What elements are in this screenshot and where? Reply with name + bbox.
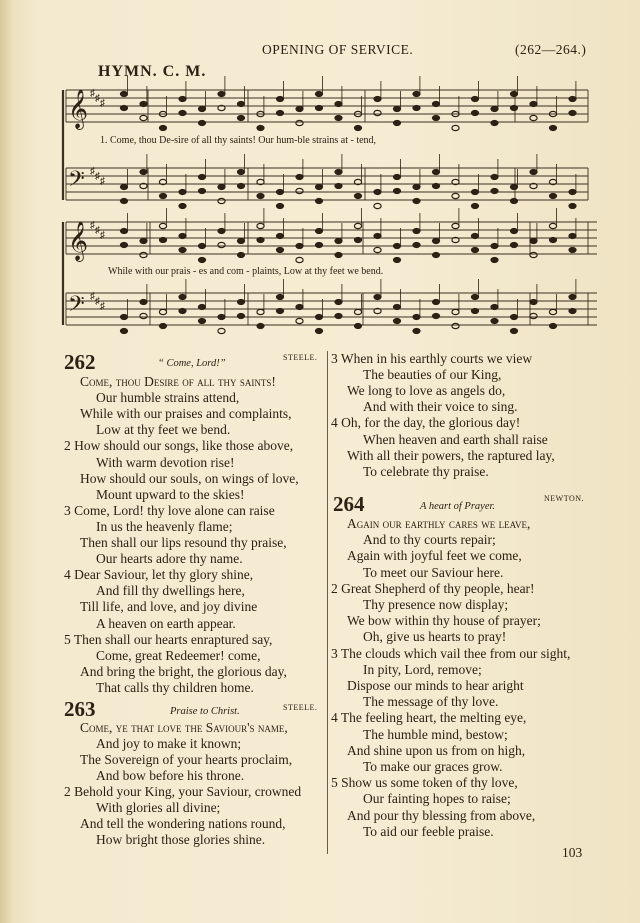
verse-line: Again with joyful feet we come, — [347, 548, 522, 564]
verse-line: 5 Then shall our hearts enraptured say, — [64, 631, 273, 647]
svg-text:♯: ♯ — [90, 220, 95, 231]
verse-line: How bright those glories shine. — [96, 832, 266, 847]
hymn-number-263: 263 — [64, 697, 96, 721]
verse-line: When heaven and earth shall raise — [363, 431, 548, 447]
verse-line: And pour thy blessing from above, — [347, 807, 536, 823]
verse-line: To aid our feeble praise. — [363, 823, 494, 839]
verse-line: 4 Oh, for the day, the glorious day! — [331, 415, 521, 431]
hymn-subtitle-264: A heart of Prayer. — [420, 501, 496, 512]
verse-line: And bring the bright, the glorious day, — [80, 663, 287, 679]
verse-line: Come, thou Desire of all thy saints! — [80, 374, 276, 389]
verse-line: Low at thy feet we bend. — [96, 422, 231, 438]
verse-line: In us the heavenly flame; — [96, 518, 233, 534]
hymn-number-262: 262 — [64, 350, 96, 374]
svg-text:♯: ♯ — [90, 166, 95, 177]
svg-text:♯: ♯ — [90, 88, 95, 99]
verse-line: To meet our Saviour here. — [363, 564, 504, 580]
svg-text:𝄢: 𝄢 — [68, 292, 85, 322]
svg-text:♯: ♯ — [100, 301, 105, 312]
hymn-author-263: STEELE. — [283, 703, 318, 712]
svg-text:♯: ♯ — [95, 93, 100, 104]
verse-line: Our fainting hopes to raise; — [363, 791, 511, 807]
svg-text:♯: ♯ — [95, 171, 100, 182]
verse-line: 4 Dear Saviour, let thy glory shine, — [64, 567, 254, 583]
verse-line: 3 Come, Lord! thy love alone can raise — [64, 502, 275, 518]
verse-line: Our humble strains attend, — [96, 390, 240, 406]
verse-line: 2 Great Shepherd of thy people, hear! — [331, 580, 535, 596]
verse-line: Till life, and love, and joy divine — [80, 599, 258, 615]
lyric-line-1: 1. Come, thou De-sire of all thy saints! Our hum-ble strains at - tend, — [100, 135, 377, 146]
svg-text:♯: ♯ — [90, 291, 95, 302]
hymn-subtitle-263: Praise to Christ. — [170, 706, 240, 717]
hymn-number-264: 264 — [333, 492, 365, 516]
verse-line: And with their voice to sing. — [363, 399, 518, 415]
verse-line: A heaven on earth appear. — [96, 615, 236, 631]
verse-line: With all their powers, the raptured lay, — [347, 447, 555, 463]
verse-line: Thy presence now display; — [363, 597, 509, 612]
verse-line: And joy to make it known; — [96, 736, 242, 751]
hymn-author-262: STEELE. — [283, 353, 318, 362]
verse-line: Again our earthly cares we leave, — [347, 516, 531, 531]
hymn-subtitle-262: “ Come, Lord!” — [158, 358, 226, 369]
verse-line: Oh, give us hearts to pray! — [363, 629, 507, 645]
music-score — [0, 0, 640, 345]
verse-line: We long to love as angels do, — [347, 383, 506, 399]
verse-line: That calls thy children home. — [96, 679, 254, 695]
verse-line: 2 How should our songs, like those above, — [64, 438, 294, 454]
verse-line: 3 The clouds which vail thee from our sight, — [331, 645, 571, 661]
verse-line: Come, great Redeemer! come, — [96, 647, 261, 663]
running-header: OPENING OF SERVICE. — [262, 42, 414, 57]
page-number: 103 — [562, 845, 583, 860]
verse-line: To make our graces grow. — [363, 759, 503, 774]
hymn-range: (262—264.) — [515, 42, 587, 57]
verse-line: And bow before his throne. — [96, 768, 245, 783]
hymn-heading: HYMN. C. M. — [98, 63, 207, 80]
verse-line: Our hearts adore thy name. — [96, 551, 243, 567]
svg-text:♯: ♯ — [100, 176, 105, 187]
verse-line: The beauties of our King, — [363, 367, 502, 383]
svg-text:𝄞: 𝄞 — [68, 89, 89, 129]
verse-line: And shine upon us from on high, — [347, 742, 526, 758]
verse-line: The Sovereign of your hearts proclaim, — [80, 752, 293, 767]
verse-line: Dispose our minds to hear aright — [347, 678, 524, 693]
svg-text:♯: ♯ — [95, 296, 100, 307]
verse-line: And fill thy dwellings here, — [96, 583, 245, 599]
verse-line: Come, ye that love the Saviour's name, — [80, 720, 288, 735]
verse-line: We bow within thy house of prayer; — [347, 613, 541, 629]
verse-line: 4 The feeling heart, the melting eye, — [331, 710, 527, 726]
verse-line: Mount upward to the skies! — [96, 486, 245, 502]
verse-line: The humble mind, bestow; — [363, 726, 508, 742]
verse-line: And tell the wondering nations round, — [80, 816, 286, 831]
verse-line: The message of thy love. — [363, 694, 499, 710]
verse-line: 3 When in his earthly courts we view — [331, 351, 533, 366]
svg-text:♯: ♯ — [100, 230, 105, 241]
verse-line: 2 Behold your King, your Saviour, crowned — [64, 784, 302, 799]
lyric-line-2: While with our prais - es and com - plaints, Low at thy feet we bend. — [108, 266, 384, 277]
verse-line: Then shall our lips resound thy praise, — [80, 535, 287, 550]
verse-line: How should our souls, on wings of love, — [80, 470, 299, 486]
svg-text:𝄞: 𝄞 — [68, 221, 89, 261]
svg-text:𝄢: 𝄢 — [68, 167, 85, 197]
svg-text:♯: ♯ — [95, 225, 100, 236]
verse-line: In pity, Lord, remove; — [363, 661, 482, 677]
verse-line: And to thy courts repair; — [363, 532, 496, 548]
svg-text:♯: ♯ — [100, 98, 105, 109]
verse-line: To celebrate thy praise. — [363, 463, 489, 479]
verse-line: While with our praises and complaints, — [80, 406, 292, 422]
verse-line: 5 Show us some token of thy love, — [331, 775, 518, 791]
hymn-author-264: NEWTON. — [544, 494, 585, 503]
column-divider — [327, 351, 328, 854]
verse-line: With glories all divine; — [96, 800, 221, 815]
verse-line: With warm devotion rise! — [96, 454, 235, 470]
